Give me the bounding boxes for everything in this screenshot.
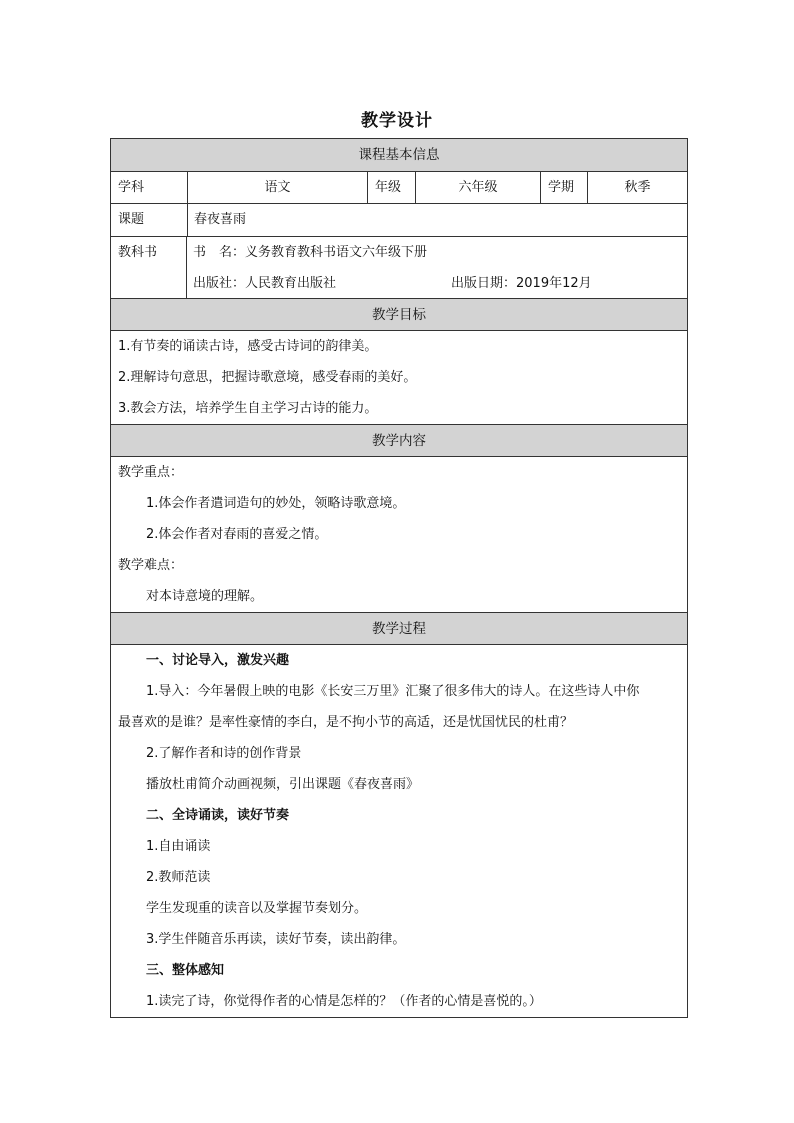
grade-value: 六年级 [415, 172, 540, 203]
process-line: 学生发现重的读音以及掌握节奏划分。 [146, 901, 368, 916]
lesson-plan-table [110, 138, 688, 1018]
textbook-info [187, 237, 687, 298]
key-point-item: 2.体会作者对春雨的喜爱之情。 [146, 527, 328, 542]
topic-row [111, 203, 687, 236]
process-line: 1.自由诵读 [146, 839, 211, 854]
objectives-list [111, 330, 687, 424]
process-section-heading: 一、讨论导入，激发兴趣 [146, 653, 290, 668]
publish-date: 出版日期：2019年12月 [451, 276, 592, 291]
publisher: 出版社：人民教育出版社 [193, 276, 337, 291]
key-point-item: 1.体会作者遣词造句的妙处，领略诗歌意境。 [146, 496, 406, 511]
textbook-label: 教科书 [111, 237, 187, 298]
process-line: 1.读完了诗，你觉得作者的心情是怎样的？（作者的心情是喜悦的。） [146, 994, 542, 1009]
content-body [111, 456, 687, 612]
process-section-heading: 三、整体感知 [146, 963, 225, 978]
subject-label: 学科 [118, 180, 145, 195]
topic-label: 课题 [118, 212, 145, 227]
subject-value: 语文 [187, 172, 367, 203]
process-line: 2.了解作者和诗的创作背景 [146, 746, 302, 761]
basic-info-header: 课程基本信息 [111, 139, 687, 171]
objectives-header: 教学目标 [111, 298, 687, 330]
document-title: 教学设计 [361, 111, 433, 131]
objective-item: 3.教会方法，培养学生自主学习古诗的能力。 [118, 401, 378, 416]
subject-row [111, 171, 687, 203]
difficulty-label: 教学难点： [118, 558, 184, 573]
key-points-label: 教学重点： [118, 465, 184, 480]
objective-item: 2.理解诗句意思，把握诗歌意境，感受春雨的美好。 [118, 370, 417, 385]
process-line: 1.导入：今年暑假上映的电影《长安三万里》汇聚了很多伟大的诗人。在这些诗人中你 [146, 684, 640, 699]
publisher-line [193, 268, 687, 299]
process-line: 3.学生伴随音乐再读，读好节奏，读出韵律。 [146, 932, 406, 947]
process-line: 播放杜甫简介动画视频，引出课题《春夜喜雨》 [146, 777, 420, 792]
process-section-heading: 二、全诗诵读，读好节奏 [146, 808, 290, 823]
process-body [111, 644, 687, 1017]
book-name: 书 名：义务教育教科书语文六年级下册 [193, 245, 428, 260]
difficulty-item: 对本诗意境的理解。 [146, 589, 264, 604]
term-value: 秋季 [587, 172, 687, 203]
term-label: 学期 [540, 172, 587, 203]
textbook-row [111, 236, 687, 298]
grade-label: 年级 [367, 172, 415, 203]
process-header: 教学过程 [111, 612, 687, 644]
content-header: 教学内容 [111, 424, 687, 456]
process-line: 2.教师范读 [146, 870, 211, 885]
process-line: 最喜欢的是谁？是率性豪情的李白，是不拘小节的高适，还是忧国忧民的杜甫？ [118, 715, 574, 730]
topic-value: 春夜喜雨 [187, 204, 687, 236]
objective-item: 1.有节奏的诵读古诗，感受古诗词的韵律美。 [118, 339, 378, 354]
